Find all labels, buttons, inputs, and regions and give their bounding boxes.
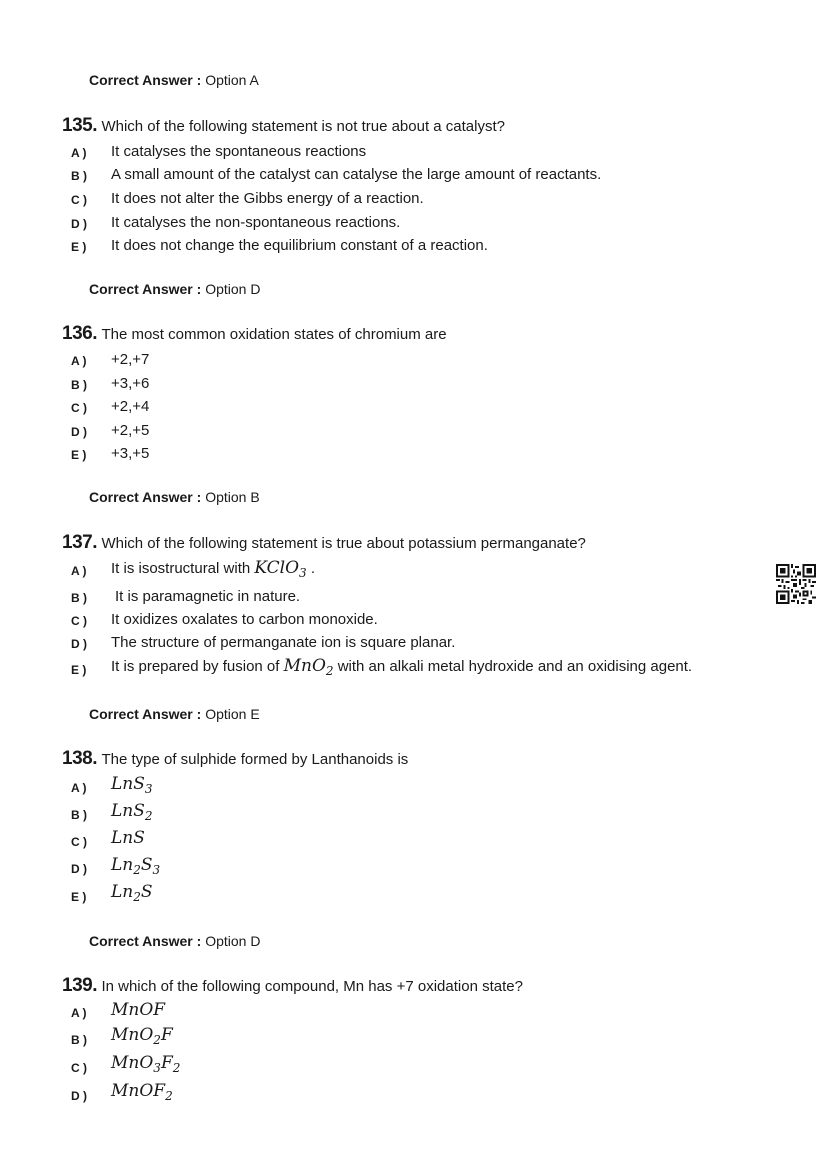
option-text: It oxidizes oxalates to carbon monoxide. [111, 611, 378, 628]
option-text: +2,+5 [111, 422, 150, 439]
formula: MnO$_2$ [283, 656, 334, 678]
qr-code-icon [776, 564, 816, 604]
option-formula: MnOF$_2$ [111, 1081, 173, 1103]
option-label: A ) [71, 354, 87, 368]
question-number: 135. [62, 115, 97, 136]
option-formula: LnS$_3$ [111, 774, 153, 796]
option-formula: $MnO_3F_2$ [111, 1053, 181, 1075]
option-label: E ) [71, 448, 87, 462]
option-formula: $Ln_2S_3$ [111, 855, 161, 877]
option-text: It is paramagnetic in nature. [115, 588, 301, 605]
option-text: It does not change the equilibrium constant of a reaction. [111, 237, 488, 254]
question-135 [62, 115, 505, 137]
option-text: It is prepared by fusion of MnO$_2$ with an alkali metal hydroxide and an oxidising agent. [111, 656, 693, 678]
option-label: B ) [71, 808, 87, 822]
option-label: A ) [71, 564, 87, 578]
option-text: +3,+5 [111, 445, 150, 462]
option-label: B ) [71, 591, 87, 605]
option-text: It is isostructural with KClO$_3$ . [111, 558, 315, 580]
option-label: D ) [71, 1089, 87, 1103]
correct-answer-136: Correct Answer : Option B [89, 489, 260, 505]
question-number: 138. [62, 748, 97, 769]
question-number: 137. [62, 532, 97, 553]
question-text: Which of the following statement is true about potassium permanganate? [101, 535, 586, 552]
option-label: E ) [71, 240, 87, 254]
option-text: It catalyses the spontaneous reactions [111, 143, 367, 160]
correct-answer-137: Correct Answer : Option E [89, 706, 260, 722]
option-label: A ) [71, 146, 87, 160]
option-label: D ) [71, 862, 87, 876]
question-137 [62, 532, 586, 554]
option-label: E ) [71, 663, 87, 677]
option-label: C ) [71, 193, 87, 207]
option-formula: $Ln_2S$ [111, 882, 153, 904]
question-text: The most common oxidation states of chromium are [101, 326, 447, 343]
option-label: D ) [71, 637, 87, 651]
option-text: It catalyses the non-spontaneous reactions. [111, 214, 401, 231]
option-label: E ) [71, 890, 87, 904]
question-139 [62, 975, 523, 997]
question-text: In which of the following compound, Mn has +7 oxidation state? [101, 978, 523, 995]
question-text: Which of the following statement is not true about a catalyst? [101, 118, 505, 135]
option-text: A small amount of the catalyst can catalyse the large amount of reactants. [111, 166, 602, 183]
option-text: +3,+6 [111, 375, 150, 392]
option-label: C ) [71, 614, 87, 628]
option-label: D ) [71, 425, 87, 439]
question-text: The type of sulphide formed by Lanthanoids is [101, 751, 409, 768]
correct-answer-138: Correct Answer : Option D [89, 933, 261, 949]
option-formula: LnS$_2$ [111, 801, 153, 823]
option-label: A ) [71, 781, 87, 795]
option-label: C ) [71, 835, 87, 849]
question-138 [62, 748, 408, 770]
option-text: The structure of permanganate ion is square planar. [111, 634, 456, 651]
option-label: C ) [71, 401, 87, 415]
option-text: +2,+7 [111, 351, 150, 368]
question-number: 139. [62, 975, 97, 996]
option-text: +2,+4 [111, 398, 150, 415]
option-formula: LnS [111, 828, 145, 848]
option-label: B ) [71, 169, 87, 183]
correct-answer-135: Correct Answer : Option D [89, 281, 261, 297]
option-label: D ) [71, 217, 87, 231]
formula: KClO$_3$ [254, 558, 307, 580]
option-label: A ) [71, 1006, 87, 1020]
option-formula: MnO$_2$F [111, 1025, 173, 1047]
correct-answer-134: Correct Answer : Option A [89, 72, 259, 88]
option-formula: MnOF [111, 1000, 166, 1020]
option-label: C ) [71, 1061, 87, 1075]
question-number: 136. [62, 323, 97, 344]
option-text: It does not alter the Gibbs energy of a reaction. [111, 190, 424, 207]
option-label: B ) [71, 378, 87, 392]
question-136 [62, 323, 447, 345]
option-label: B ) [71, 1033, 87, 1047]
